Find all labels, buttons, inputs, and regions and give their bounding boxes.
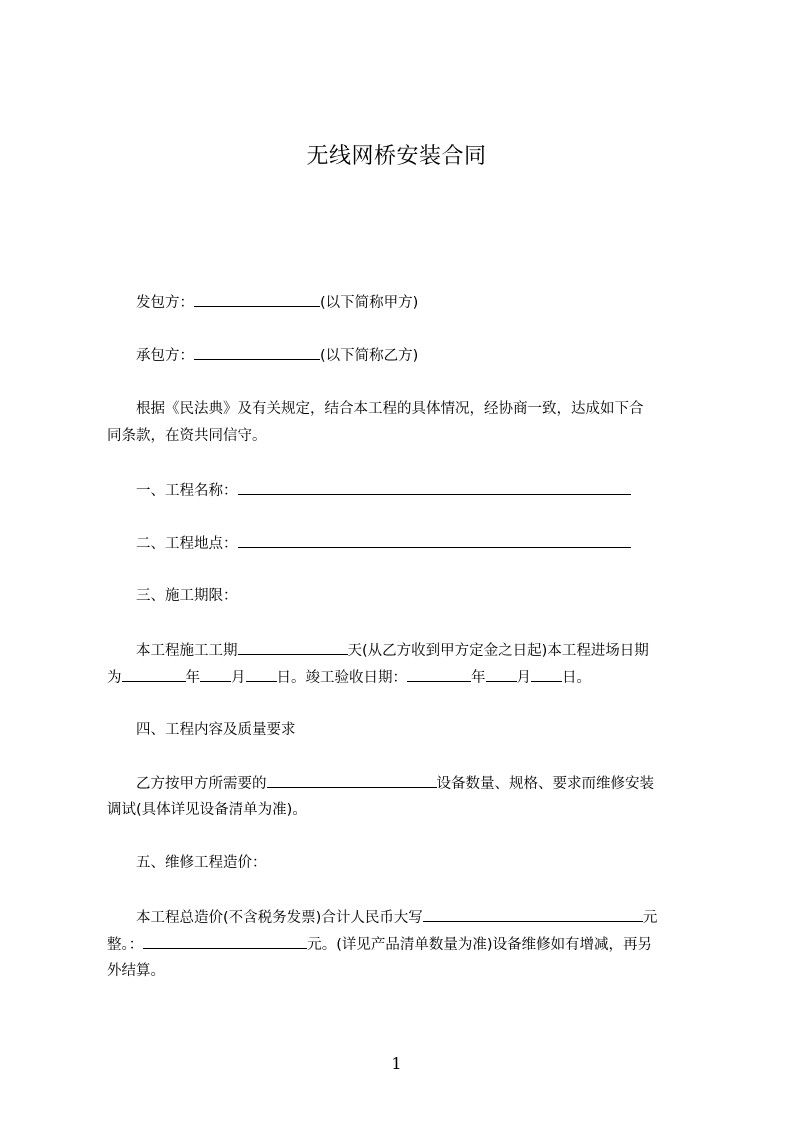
party-a-label: 发包方： — [136, 295, 194, 311]
end-month-blank[interactable] — [486, 667, 517, 682]
party-b-label: 承包方： — [136, 348, 194, 364]
contract-title: 无线网桥安装合同 — [306, 144, 487, 169]
start-year-blank[interactable] — [122, 667, 186, 682]
text: 本工程施工工期 — [136, 643, 238, 659]
duration-blank[interactable] — [238, 640, 348, 655]
section-1-line — [107, 480, 730, 501]
text: 日。竣工验收日期： — [276, 670, 407, 686]
equipment-blank[interactable] — [267, 773, 437, 788]
section-5-para-line-2 — [107, 934, 701, 955]
party-b-line — [107, 345, 730, 366]
text: 为 — [107, 670, 122, 686]
section-4-para-line-2: 调试(具体详见设备清单为准)。 — [107, 802, 307, 818]
section-4-para-line-1 — [107, 773, 730, 794]
party-a-suffix: (以下简称甲方) — [320, 295, 419, 311]
end-day-blank[interactable] — [531, 667, 562, 682]
end-year-blank[interactable] — [407, 667, 471, 682]
text: 月 — [231, 670, 246, 686]
text: 乙方按甲方所需要的 — [136, 776, 267, 792]
section-3-para-line-1 — [107, 640, 730, 661]
preamble-line-2: 同条款，在资共同信守。 — [107, 428, 267, 444]
section-5-para-line-3: 外结算。 — [107, 963, 165, 979]
party-b-suffix: (以下简称乙方) — [320, 348, 419, 364]
text: 月 — [516, 670, 531, 686]
section-1-label: 一、工程名称： — [136, 483, 238, 499]
text: 年 — [471, 670, 486, 686]
section-2-label: 二、工程地点： — [136, 536, 238, 552]
page-number: 1 — [391, 1054, 402, 1073]
section-5-para-line-1 — [107, 907, 730, 928]
text: 元 — [642, 910, 658, 926]
text: 元。(详见产品清单数量为准)设备维修如有增减，再另 — [307, 937, 653, 953]
start-month-blank[interactable] — [200, 667, 231, 682]
project-name-blank[interactable] — [238, 480, 631, 495]
preamble-line-1: 根据《民法典》及有关规定，结合本工程的具体情况，经协商一致，达成如下合 — [136, 401, 644, 417]
section-5-heading: 五、维修工程造价： — [136, 855, 267, 871]
text: 年 — [185, 670, 200, 686]
text: 天(从乙方收到甲方定金之日起)本工程进场日期 — [347, 643, 649, 659]
party-a-line — [107, 292, 730, 313]
total-price-figures-blank[interactable] — [143, 934, 307, 949]
start-day-blank[interactable] — [246, 667, 277, 682]
text: 日。 — [562, 670, 591, 686]
section-3-para-line-2 — [107, 667, 701, 688]
total-price-words-blank[interactable] — [423, 907, 643, 922]
text: 整。： — [107, 937, 144, 953]
party-a-blank[interactable] — [194, 292, 320, 307]
section-3-heading: 三、施工期限： — [136, 588, 238, 604]
party-b-blank[interactable] — [194, 345, 320, 360]
text: 本工程总造价(不含税务发票)合计人民币大写 — [136, 910, 423, 926]
text: 设备数量、规格、要求而维修安装 — [436, 776, 654, 792]
section-2-line — [107, 533, 730, 554]
project-location-blank[interactable] — [238, 533, 631, 548]
section-4-heading: 四、工程内容及质量要求 — [136, 722, 296, 738]
